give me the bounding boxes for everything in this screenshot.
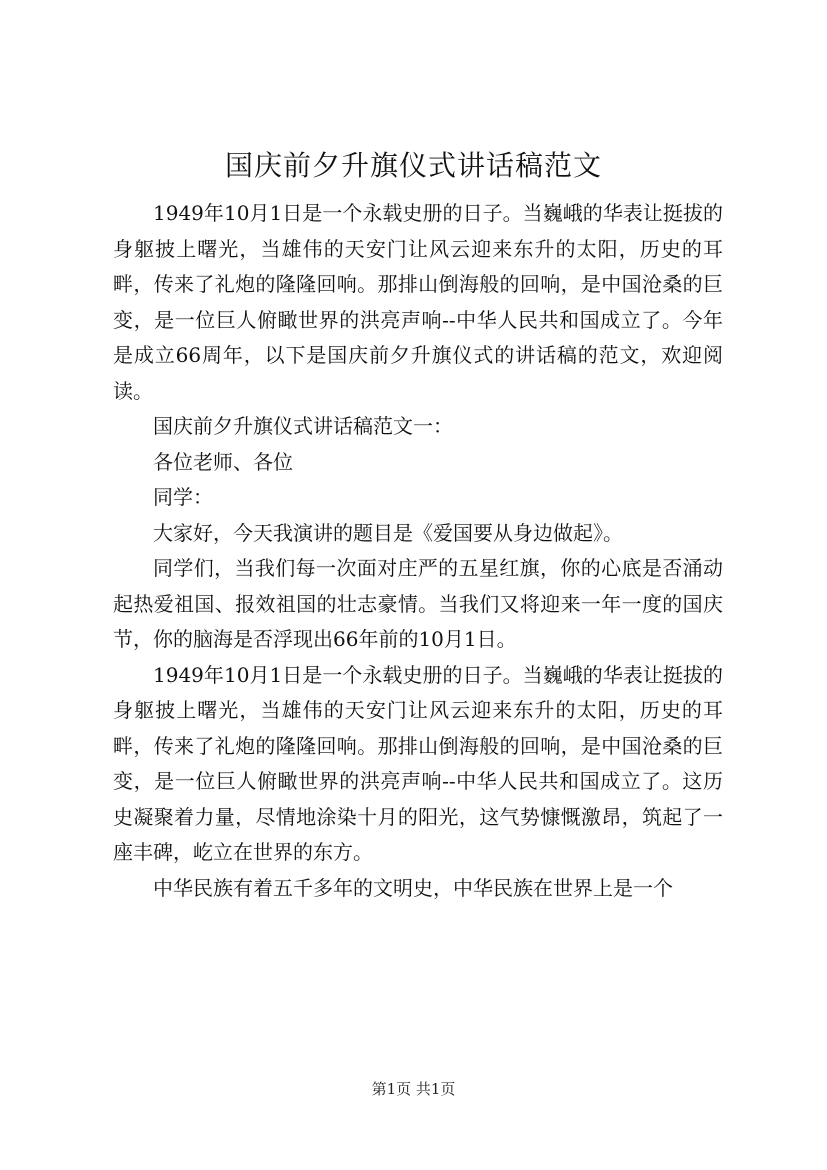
document-title: 国庆前夕升旗仪式讲话稿范文 — [224, 149, 602, 182]
paragraph-salutation-teachers: 各位老师、各位 — [153, 449, 293, 474]
paragraph-greeting: 大家好，今天我演讲的题目是《爱国要从身边做起》。 — [153, 520, 623, 545]
paragraph-intro: 1949年10月1日是一个永载史册的日子。当巍峨的华表让挺拔的身躯披上曙光，当雄伟的天安门让风云迎来东升的太阳，历史的耳畔，传来了礼炮的隆隆回响。那排山倒海般的回响，是中国沧桑的巨变，是一位巨人俯瞰世界的洪亮声响--中华人民共和国成立了。今年是成立66周年，以下是国庆前夕升旗仪式的讲话稿的范文，欢迎阅读。 — [113, 201, 723, 403]
paragraph-salutation-students: 同学： — [153, 485, 213, 509]
paragraph-section-heading: 国庆前夕升旗仪式讲话稿范文一： — [153, 414, 453, 438]
document-body — [113, 196, 723, 906]
paragraph-history: 1949年10月1日是一个永载史册的日子。当巍峨的华表让挺拔的身躯披上曙光，当雄伟的天安门让风云迎来东升的太阳，历史的耳畔，传来了礼炮的隆隆回响。那排山倒海般的回响，是中国沧桑的巨变，是一位巨人俯瞰世界的洪亮声响--中华人民共和国成立了。这历史凝聚着力量，尽情地涂染十月的阳光，这气势慷慨激昂，筑起了一座丰碑，屹立在世界的东方。 — [113, 662, 723, 864]
page-footer: 第1页 共1页 — [371, 1080, 456, 1098]
paragraph-civilization: 中华民族有着五千多年的文明史，中华民族在世界上是一个 — [153, 875, 673, 900]
paragraph-flag: 同学们，当我们每一次面对庄严的五星红旗，你的心底是否涌动起热爱祖国、报效祖国的壮志豪情。当我们又将迎来一年一度的国庆节，你的脑海是否浮现出66年前的10月1日。 — [113, 556, 723, 651]
